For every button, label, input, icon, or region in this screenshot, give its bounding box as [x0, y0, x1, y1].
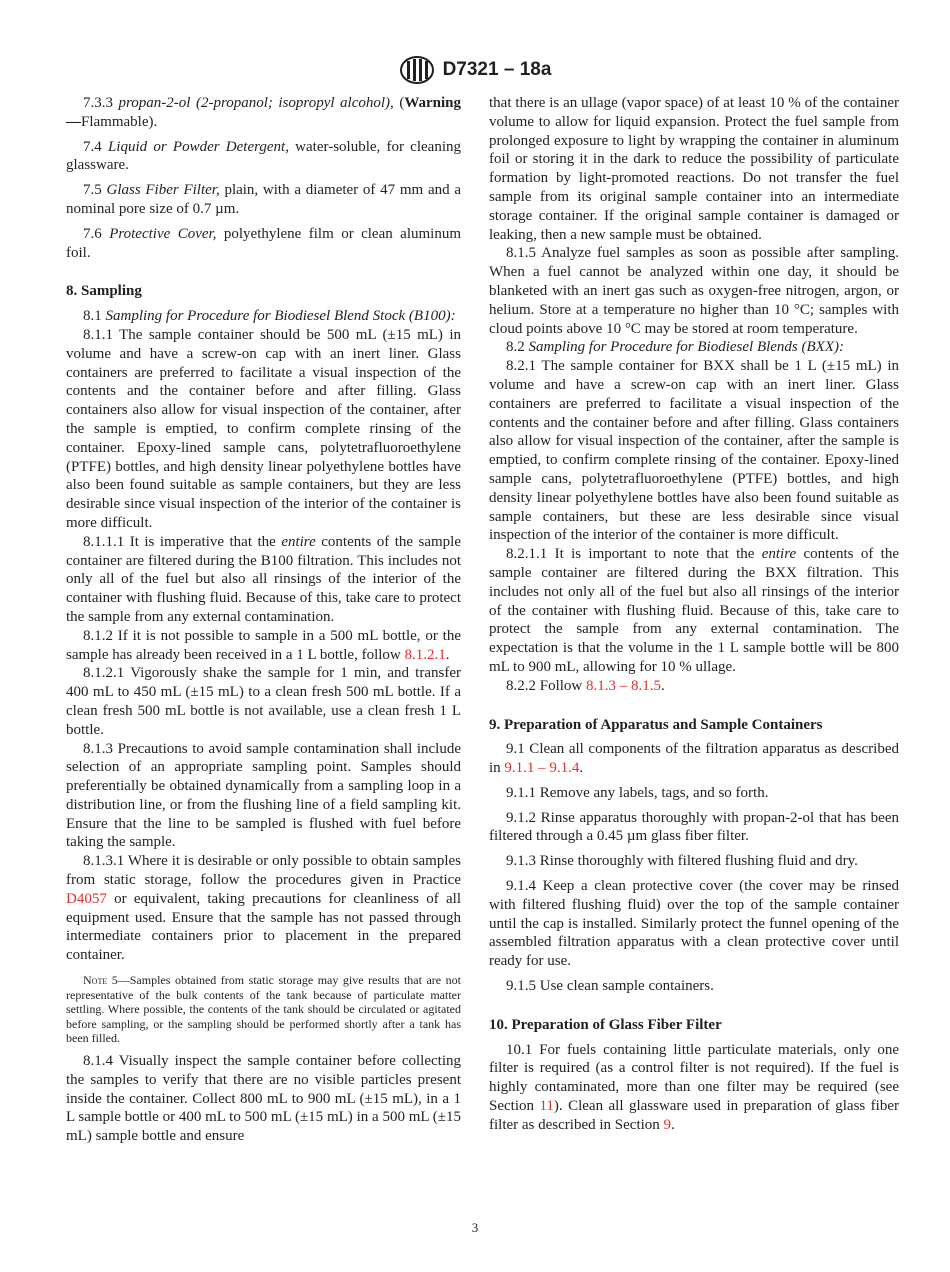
text-run: 8.1.2.1 Vigorously shake the sample for 1 min, and transfer 400 mL to 450 mL (±15 mL) to a clean fresh 500 mL bottle. If a clean fresh 500 mL bottle is not available, use a clean fresh 1 L bottle.	[66, 665, 461, 738]
text-run: 10. Preparation of Glass Fiber Filter	[489, 1016, 722, 1033]
text-run: Sampling for Procedure for Biodiesel Blends (BXX):	[528, 339, 844, 356]
cross-reference-link[interactable]: 9	[663, 1116, 672, 1133]
text-run: entire	[761, 546, 797, 563]
text-run: 8.2	[506, 339, 529, 356]
paragraph	[489, 977, 899, 996]
paragraph	[66, 627, 461, 665]
paragraph	[66, 225, 461, 263]
paragraph	[66, 1052, 461, 1146]
cross-reference-link[interactable]: 8.1.3 – 8.1.5	[586, 677, 662, 694]
text-run: 8.2.1 The sample container for BXX shall be 1 L (±15 mL) in volume and have a screw-on cap with an inert liner. Glass containers are preferred to facilitate a visual inspection of the contents and the container before and after filling. Glass containers also allow for visual inspection of the container, after the sample is emptied, to confirm complete rinsing of the container. Epoxy-lined sample cans, polytetrafluoroethylene (PTFE) bottles, and high density linear polyethylene bottles have also been found suitable as sample containers, but these are less desirable since visual inspection of the interior of the container is more difficult.	[489, 358, 899, 544]
text-run: 9.1.5 Use clean sample containers.	[506, 978, 714, 995]
page-header	[0, 55, 950, 85]
paragraph	[66, 852, 461, 965]
text-run: 7.3.3	[83, 95, 119, 111]
text-run: or equivalent, taking precautions for cleanliness of all equipment used. Ensure that the sample has not passed through intermediate containers prior to placement in the prepared container.	[66, 890, 461, 964]
section-heading	[66, 282, 461, 301]
text-run: Note 5	[83, 973, 118, 988]
cross-reference-link[interactable]: 8.1.2.1	[404, 646, 446, 663]
astm-logo-icon	[399, 55, 435, 85]
text-run: 9.1.2 Rinse apparatus thoroughly with propan-2-ol that has been filtered through a 0.45 µm glass fiber filter.	[489, 809, 899, 845]
paragraph	[489, 784, 899, 803]
cross-reference-link[interactable]: 9.1.1 – 9.1.4	[504, 760, 580, 777]
paragraph	[489, 338, 899, 357]
text-run: 8.2.2 Follow	[506, 677, 587, 694]
paragraph	[489, 357, 899, 545]
paragraph	[489, 1041, 899, 1135]
text-run: .	[661, 677, 665, 694]
text-run: contents of the sample container are filtered during the BXX filtration. This includes not only all of the fuel but also all rinsings of the interior of the container with flushing fluid. Because of this, take care to protect the sample from any external contamination. The expectation is that the volume in the 1 L sample bottle will be 800 mL to 900 mL, allowing for 10 % ullage.	[489, 546, 899, 675]
text-run: .	[671, 1116, 675, 1133]
text-run: 8.1.3 Precautions to avoid sample contamination shall include selection of an appropriate sampling point. Samples should preferentially be obtained dynamically from a sampling loop in a distribution line, or from the flushing line of a field sampling kit. Ensure that the line to be sampled is flushed with fuel before taking the sample.	[66, 740, 461, 851]
text-run: 7.4	[83, 138, 108, 155]
paragraph	[66, 94, 461, 132]
text-run: 8. Sampling	[66, 283, 142, 300]
paragraph	[66, 307, 461, 326]
paragraph	[489, 740, 899, 778]
text-run: 8.1.5 Analyze fuel samples as soon as possible after sampling. When a fuel cannot be analyzed within one day, it should be blanketed with an inert gas such as oxygen-free nitrogen, argon, or helium. Store at a temperature no higher than 10 °C; samples with cloud points above 10 °C may be stored at room temperature.	[489, 245, 899, 337]
text-run: (	[393, 95, 405, 111]
text-run: ). Clean all glassware used in preparation of glass fiber filter as described in Section	[489, 1098, 899, 1133]
text-run: 7.6	[83, 225, 110, 242]
text-run: 8.2.1.1 It is important to note that the	[506, 546, 762, 563]
paragraph	[489, 244, 899, 338]
paragraph	[66, 740, 461, 853]
text-run: Warning—	[66, 95, 461, 130]
text-run: —Samples obtained from static storage may give results that are not representative of the bulk contents of the tank because of particulate matter settling. Where possible, the contents of the tank should be circulated or agitated before sampling, or the sampling should be performed shortly after a tank has been filled.	[66, 973, 461, 1046]
text-run: that there is an ullage (vapor space) of at least 10 % of the container volume to allow for liquid expansion. Protect the fuel sample from prolonged exposure to light by wrapping the container in aluminum foil or storing it in the dark to reduce the possibility of particulate formation by light-promoted reactions. Do not transfer the fuel sample from its original sample container into an intermediate storage container. If the original sample container is damaged or leaking, then a new sample must be obtained.	[489, 95, 899, 243]
text-run: 9.1.4 Keep a clean protective cover (the cover may be rinsed with filtered flushing fluid) over the top of the sample container until the cap is installed. Similarly protect the funnel opening of the assembled filtration apparatus with a clean protective cover until ready for use.	[489, 878, 899, 970]
text-run: 8.1.3.1 Where it is desirable or only possible to obtain samples from static storage, follow the procedures given in Practice	[66, 853, 461, 889]
text-run: 8.1	[83, 308, 106, 325]
text-run: Liquid or Powder Detergent,	[107, 138, 289, 155]
text-run: plain, with a diameter of 47 mm and a nominal pore size of 0.7 µm.	[66, 182, 461, 217]
right-column	[489, 94, 899, 1135]
text-run: Sampling for Procedure for Biodiesel Blend Stock (B100):	[105, 308, 456, 325]
paragraph	[66, 181, 461, 219]
text-run: 9.1.3 Rinse thoroughly with filtered flushing fluid and dry.	[506, 853, 858, 870]
paragraph	[66, 533, 461, 627]
text-run: .	[579, 760, 584, 777]
paragraph	[66, 326, 461, 533]
text-run: 8.1.2 If it is not possible to sample in a 500 mL bottle, or the sample has already been received in a 1 L bottle, follow	[66, 627, 461, 663]
paragraph	[489, 677, 899, 696]
text-run: .	[445, 646, 450, 663]
paragraph	[489, 94, 899, 244]
text-run: contents of the sample container are filtered during the B100 filtration. This includes not only all of the fuel but also all rinsings of the interior of the container with flushing fluid. Because of this, take care to protect the sample from any external contamination.	[66, 533, 462, 625]
paragraph	[489, 877, 899, 971]
text-run: Glass Fiber Filter,	[106, 182, 220, 199]
section-heading	[489, 1016, 899, 1035]
left-column	[66, 94, 461, 1146]
text-run: water-soluble, for cleaning glassware.	[66, 138, 461, 174]
paragraph	[66, 138, 461, 176]
text-run: 10.1 For fuels containing little particulate materials, only one filter is required (as a control filter is not required). If the fuel is highly contaminated, more than one filter may be required (see Section	[489, 1041, 899, 1115]
text-run: Flammable).	[81, 113, 158, 130]
text-run: 8.1.1.1 It is imperative that the	[83, 533, 282, 550]
text-run: 9.1 Clean all components of the filtration apparatus as described in	[489, 741, 899, 777]
text-run: polyethylene film or clean aluminum foil.	[66, 225, 462, 261]
page-number: 3	[471, 1220, 479, 1235]
cross-reference-link[interactable]: D4057	[66, 890, 107, 907]
text-run: 9. Preparation of Apparatus and Sample Containers	[489, 716, 823, 733]
note	[66, 973, 461, 1046]
text-run: 8.1.1 The sample container should be 500 mL (±15 mL) in volume and have a screw-on cap with an inert liner. Glass containers are preferred to facilitate a visual inspection of the contents and the container before and after filling. Glass containers also allow for visual inspection of the container, after the sample is emptied, to confirm complete rinsing of the container. Epoxy-lined sample cans, polytetrafluoroethylene (PTFE) bottles, and high density linear polyethylene bottles have also been found suitable as sample containers, but they are less desirable since visual inspection of the interior of the container is more difficult.	[66, 326, 461, 531]
paragraph	[66, 664, 461, 739]
section-heading	[489, 716, 899, 735]
paragraph	[489, 852, 899, 871]
text-run: Protective Cover,	[109, 225, 217, 242]
text-run: 9.1.1 Remove any labels, tags, and so forth.	[506, 784, 769, 801]
cross-reference-link[interactable]: 11	[539, 1098, 554, 1115]
text-run: 7.5	[83, 182, 107, 199]
paragraph	[489, 545, 899, 677]
document-id: D7321 – 18a	[442, 59, 552, 80]
text-run: propan-2-ol (2-propanol; isopropyl alcohol),	[118, 95, 394, 111]
paragraph	[489, 809, 899, 847]
text-run: 8.1.4 Visually inspect the sample container before collecting the samples to verify that there are no visible particles present inside the container. Collect 800 mL to 900 mL (±15 mL), in a 1 L sample bottle or 400 mL to 500 mL (±15 mL) in a 500 mL (±15 mL) sample bottle and ensure	[66, 1053, 461, 1145]
text-run: entire	[281, 533, 316, 550]
